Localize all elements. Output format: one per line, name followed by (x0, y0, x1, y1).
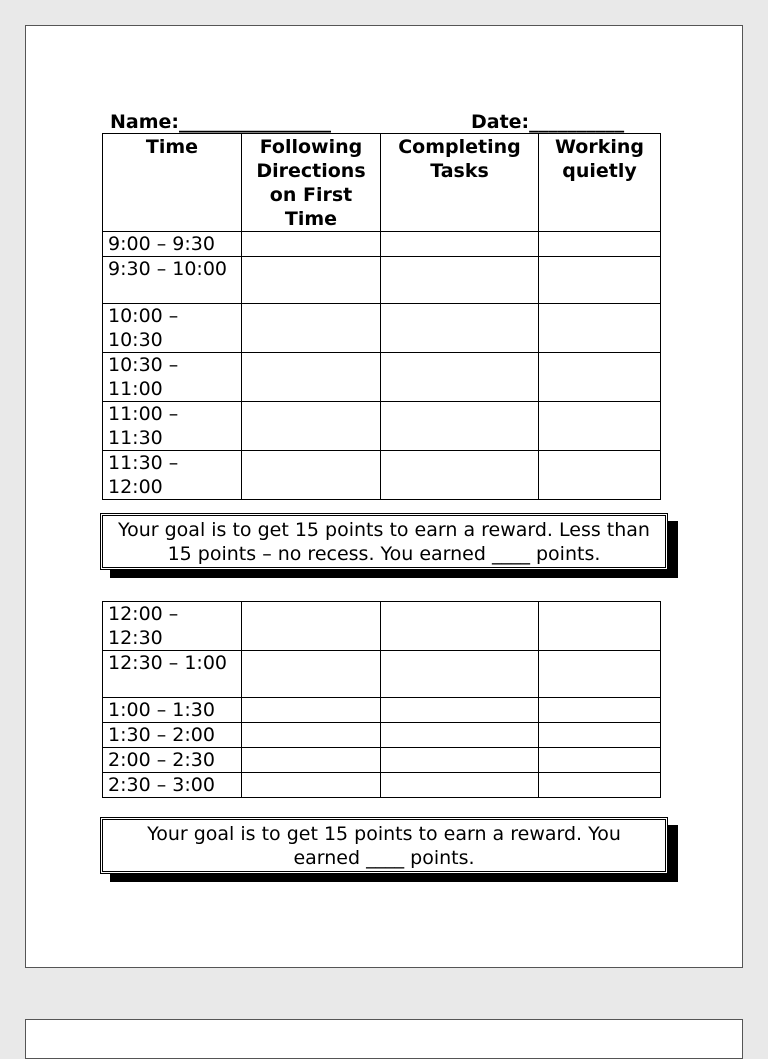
time-cell: 12:30 – 1:00 (103, 651, 242, 698)
score-cell[interactable] (242, 773, 381, 798)
score-cell[interactable] (242, 353, 381, 402)
score-cell[interactable] (381, 451, 539, 500)
table-row (103, 602, 661, 651)
table-row (103, 353, 661, 402)
table-row (103, 773, 661, 798)
header-working-quietly: Working quietly (539, 134, 661, 232)
score-cell[interactable] (242, 402, 381, 451)
time-cell: 1:00 – 1:30 (103, 698, 242, 723)
date-field-label: Date:__________ (471, 111, 625, 133)
time-cell: 11:00 – 11:30 (103, 402, 242, 451)
score-cell[interactable] (381, 257, 539, 304)
score-cell[interactable] (242, 748, 381, 773)
time-cell: 12:00 – 12:30 (103, 602, 242, 651)
header-completing-tasks: Completing Tasks (381, 134, 539, 232)
table-row (103, 257, 661, 304)
score-cell[interactable] (242, 723, 381, 748)
table-header-row (103, 134, 661, 232)
score-cell[interactable] (539, 773, 661, 798)
time-cell: 2:00 – 2:30 (103, 748, 242, 773)
score-cell[interactable] (539, 232, 661, 257)
score-cell[interactable] (381, 748, 539, 773)
time-cell: 10:00 – 10:30 (103, 304, 242, 353)
score-cell[interactable] (539, 402, 661, 451)
name-field-label: Name:________________ (110, 111, 332, 133)
score-cell[interactable] (242, 451, 381, 500)
table-row (103, 651, 661, 698)
afternoon-behavior-table (102, 601, 661, 798)
score-cell[interactable] (539, 304, 661, 353)
afternoon-goal-box: Your goal is to get 15 points to earn a reward. You earned ____ points. (100, 817, 668, 874)
header-time: Time (103, 134, 242, 232)
score-cell[interactable] (242, 304, 381, 353)
score-cell[interactable] (539, 748, 661, 773)
score-cell[interactable] (381, 698, 539, 723)
morning-behavior-table (102, 133, 661, 500)
table-row (103, 748, 661, 773)
table-row (103, 232, 661, 257)
score-cell[interactable] (539, 602, 661, 651)
score-cell[interactable] (242, 651, 381, 698)
score-cell[interactable] (381, 353, 539, 402)
header-following-directions: Following Directions on First Time (242, 134, 381, 232)
score-cell[interactable] (539, 651, 661, 698)
time-cell: 9:00 – 9:30 (103, 232, 242, 257)
score-cell[interactable] (381, 402, 539, 451)
table-row (103, 402, 661, 451)
score-cell[interactable] (539, 451, 661, 500)
score-cell[interactable] (539, 353, 661, 402)
worksheet-page (25, 25, 743, 968)
time-cell: 2:30 – 3:00 (103, 773, 242, 798)
score-cell[interactable] (381, 773, 539, 798)
morning-goal-box: Your goal is to get 15 points to earn a reward. Less than 15 points – no recess. You earned ____ points. (100, 513, 668, 570)
table-row (103, 698, 661, 723)
score-cell[interactable] (381, 723, 539, 748)
time-cell: 10:30 – 11:00 (103, 353, 242, 402)
score-cell[interactable] (242, 257, 381, 304)
score-cell[interactable] (539, 257, 661, 304)
time-cell: 11:30 – 12:00 (103, 451, 242, 500)
next-page-edge (25, 1019, 743, 1059)
table-row (103, 723, 661, 748)
score-cell[interactable] (242, 698, 381, 723)
time-cell: 1:30 – 2:00 (103, 723, 242, 748)
score-cell[interactable] (381, 651, 539, 698)
table-row (103, 451, 661, 500)
score-cell[interactable] (381, 304, 539, 353)
score-cell[interactable] (242, 602, 381, 651)
score-cell[interactable] (381, 232, 539, 257)
time-cell: 9:30 – 10:00 (103, 257, 242, 304)
score-cell[interactable] (242, 232, 381, 257)
score-cell[interactable] (539, 698, 661, 723)
score-cell[interactable] (381, 602, 539, 651)
score-cell[interactable] (539, 723, 661, 748)
table-row (103, 304, 661, 353)
